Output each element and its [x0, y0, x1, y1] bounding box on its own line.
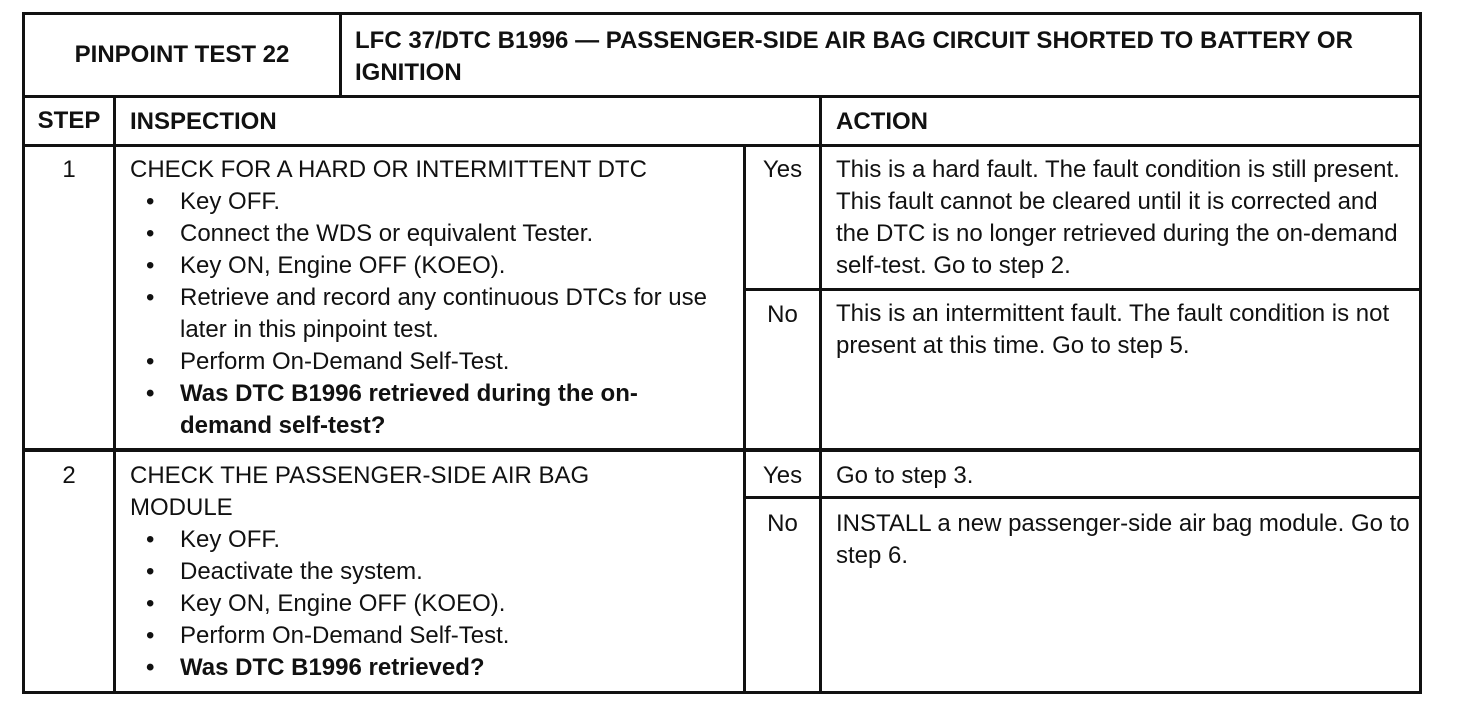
- no-label: No: [767, 510, 798, 537]
- inspection-list: [130, 524, 742, 684]
- inspection-cell-step2: [130, 460, 742, 684]
- yes-label: Yes: [762, 462, 803, 489]
- list-item: • Retrieve and record any continuous DTCs for use later in this pinpoint test.: [130, 282, 742, 346]
- yes-no-divider-step2: [744, 496, 1422, 499]
- inspection-question: • Was DTC B1996 retrieved during the on-demand self-test?: [130, 378, 742, 442]
- no-label: No: [767, 301, 798, 328]
- step-heading: CHECK FOR A HARD OR INTERMITTENT DTC: [130, 156, 647, 183]
- list-item: • Perform On-Demand Self-Test.: [130, 620, 742, 652]
- header-col-divider: [339, 12, 342, 96]
- list-item: • Perform On-Demand Self-Test.: [130, 346, 742, 378]
- list-item: • Key OFF.: [130, 524, 742, 556]
- list-item: • Key ON, Engine OFF (KOEO).: [130, 250, 742, 282]
- inspection-list: [130, 186, 742, 442]
- yes-action-text: Go to step 3.: [836, 462, 974, 489]
- column-header-action: ACTION: [836, 108, 928, 135]
- inspection-question: • Was DTC B1996 retrieved?: [130, 652, 742, 684]
- row-divider-step1: [22, 448, 1422, 452]
- test-label: PINPOINT TEST 22: [74, 41, 290, 68]
- list-item: • Key ON, Engine OFF (KOEO).: [130, 588, 742, 620]
- column-header-inspection: INSPECTION: [130, 108, 277, 135]
- test-title: LFC 37/DTC B1996 — PASSENGER-SIDE AIR BAG CIRCUIT SHORTED TO BATTERY OR IGNITION: [355, 27, 1353, 86]
- list-item: • Connect the WDS or equivalent Tester.: [130, 218, 742, 250]
- step-number: 1: [62, 156, 76, 183]
- step-number: 2: [62, 462, 76, 489]
- yes-action-text: This is a hard fault. The fault condition is still present. This fault cannot be cleared until it is corrected and the DTC is no longer retrieved during the on-demand self-test. Go to step 2.: [836, 156, 1400, 279]
- inspection-cell-step1: [130, 154, 742, 442]
- no-action-text: INSTALL a new passenger-side air bag module. Go to step 6.: [836, 510, 1410, 569]
- row-divider-header: [22, 95, 1422, 98]
- yes-no-divider-step1: [744, 288, 1422, 291]
- no-action-text: This is an intermittent fault. The fault condition is not present at this time. Go to step 5.: [836, 300, 1390, 359]
- list-item: • Key OFF.: [130, 186, 742, 218]
- yes-label: Yes: [762, 156, 803, 183]
- row-divider-columns: [22, 144, 1422, 147]
- step-col-divider: [113, 96, 116, 694]
- inspection-col-divider: [743, 146, 746, 694]
- step-heading: CHECK THE PASSENGER-SIDE AIR BAG MODULE: [130, 462, 590, 521]
- action-col-divider: [819, 96, 822, 694]
- column-header-step: STEP: [37, 107, 101, 134]
- list-item: • Deactivate the system.: [130, 556, 742, 588]
